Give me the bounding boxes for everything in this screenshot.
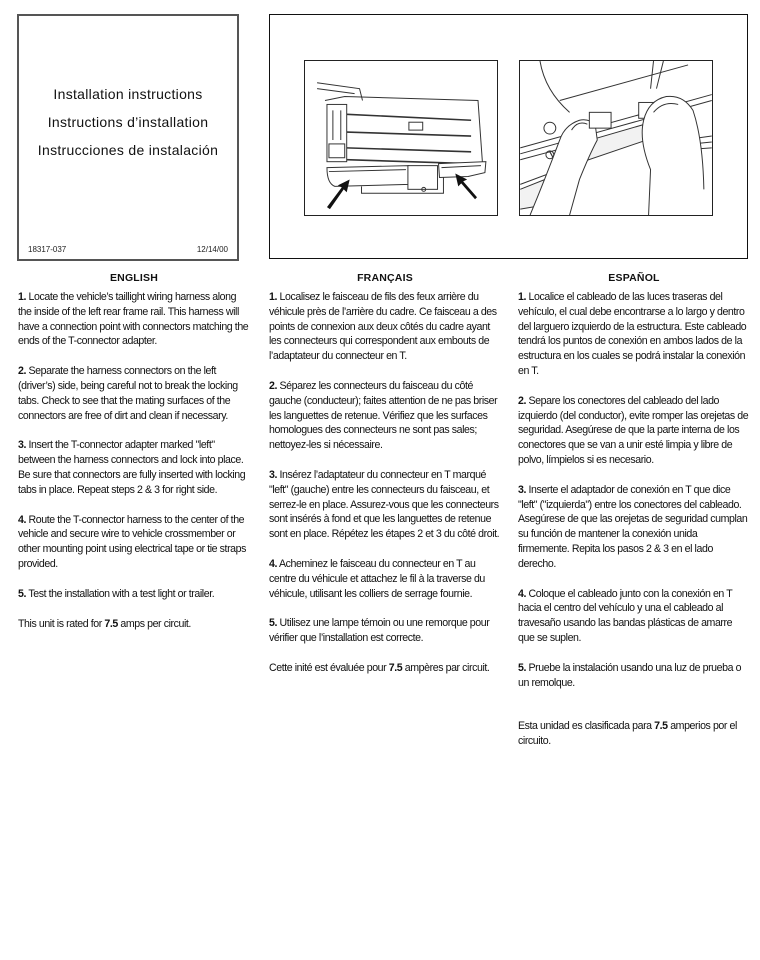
spanish-column (518, 272, 750, 760)
step-text: Acheminez le faisceau du connecteur en T au centre du véhicule et attachez le fil à la traverse du véhicule, utilisant les colliers de serrage fournie. (269, 557, 485, 600)
rating-value: 7.5 (388, 661, 403, 674)
step-text: Pruebe la instalación usando una luz de prueba o un remolque. (518, 661, 742, 689)
truck-rear-bumper-drawing (305, 61, 497, 215)
step-number: 3. (269, 468, 278, 481)
spanish-step-5 (518, 661, 751, 691)
step-number: 4. (18, 513, 27, 526)
french-rating (269, 661, 502, 676)
spanish-rating (518, 719, 751, 749)
rating-suffix: ampères par circuit. (402, 661, 490, 674)
french-heading: FRANÇAIS (357, 272, 413, 284)
step-number: 5. (269, 617, 278, 630)
step-text: Route the T-connector harness to the center of the vehicle and secure wire to vehicle crossmember or other mounting point using electrical tape or tie straps provided. (18, 513, 247, 570)
rating-prefix: Esta unidad es clasificada para (518, 720, 655, 733)
step-text: Localice el cableado de las luces traseras del vehículo, el cual debe encontrarse a lo largo y dentro del larguero izquierdo de la estructura. Este cableado tendrá los puntos de conexión en ambos lados de la estructura en los cuales se podrá instalar la conexión en T. (518, 291, 747, 377)
english-step-5 (18, 587, 251, 602)
spanish-step-4 (518, 587, 751, 646)
spanish-step-3 (518, 483, 751, 572)
document-code: 18317-037 (28, 245, 67, 254)
step-number: 3. (518, 483, 527, 496)
rating-value: 7.5 (104, 617, 118, 630)
french-column (269, 272, 501, 687)
french-step-1 (269, 290, 502, 364)
hands-connecting-drawing (520, 61, 712, 215)
step-text: Separe los conectores del cableado del lado izquierdo (del conductor), evite romper las orejetas de seguridad. Asegúrese de que la parte interna de los conectores que se van a unir esté limpia y libre de polvo, límpielos si es necesario. (518, 394, 749, 466)
rating-suffix: amperios por el circuito. (518, 720, 737, 748)
rating-prefix: Cette inité est évaluée pour (269, 661, 389, 674)
step-number: 2. (518, 394, 527, 407)
step-number: 5. (18, 587, 27, 600)
step-text: Test the installation with a test light or trailer. (26, 587, 215, 600)
spanish-step-2 (518, 394, 751, 468)
english-step-3 (18, 438, 251, 497)
step-text: Coloque el cableado junto con la conexión en T hacia el centro del vehículo y una el cableado al travesaño usando las bandas plásticas de amarre que se suplen. (518, 587, 733, 644)
french-step-4 (269, 557, 502, 601)
spanish-heading: ESPAÑOL (608, 272, 660, 284)
english-heading: ENGLISH (109, 272, 159, 284)
illustration-panel (269, 14, 748, 259)
step-text: Utilisez une lampe témoin ou une remorque pour vérifier que l’installation est correcte. (269, 617, 490, 645)
step-number: 1. (269, 291, 278, 303)
step-number: 4. (269, 557, 278, 570)
title-spanish: Instrucciones de instalación (37, 142, 219, 158)
french-step-2 (269, 379, 502, 453)
hands-connecting-illustration (519, 60, 713, 216)
document-date: 12/14/00 (196, 245, 228, 254)
step-number: 5. (518, 661, 527, 674)
step-number: 2. (269, 379, 278, 392)
english-step-2 (18, 364, 251, 423)
rating-suffix: amps per circuit. (117, 617, 191, 630)
step-text: Localisez le faisceau de fils des feux arrière du véhicule près de l’arrière du cadre. Ce faisceau a des points de connexion aux deux côtés du cadre ayant les connecteurs qui correspondent aux embouts de l’adaptateur du connecteur en T. (269, 291, 497, 363)
english-column (18, 272, 250, 643)
english-rating (18, 617, 251, 632)
step-text: Insert the T-connector adapter marked "left" between the harness connectors and lock into place. Be sure that connectors are fully inserted with locking tabs in place. Repeat steps 2 & 3 for right side. (18, 439, 246, 496)
step-number: 4. (518, 587, 527, 600)
step-number: 3. (18, 439, 27, 452)
rating-prefix: This unit is rated for (18, 617, 105, 630)
rating-value: 7.5 (654, 720, 668, 733)
step-text: Insérez l’adaptateur du connecteur en T marqué "left" (gauche) entre les connecteurs du faisceau, et serrez-le en place. Assurez-vous que les connecteurs sont insérés à fond et que les languettes de retenue sont en place. Répétez les étapes 2 et 3 du côté droit. (269, 468, 500, 541)
english-step-4 (18, 513, 251, 572)
step-number: 1. (18, 291, 27, 303)
spanish-step-1 (518, 290, 751, 379)
english-step-1 (18, 290, 251, 349)
rear-bumper-illustration (304, 60, 498, 216)
french-step-3 (269, 468, 502, 542)
step-number: 2. (18, 365, 27, 378)
title-french: Instructions d’installation (47, 114, 209, 130)
title-box (17, 14, 239, 261)
step-number: 1. (518, 291, 527, 303)
french-step-5 (269, 616, 502, 646)
step-text: Locate the vehicle’s taillight wiring harness along the inside of the left rear frame rail. This harness will have a connection point with connectors matching the ends of the T-connector adapter. (18, 291, 249, 348)
step-text: Inserte el adaptador de conexión en T que dice "left" ("izquierda") entre los conectores del cableado. Asegúrese de que las orejetas de seguridad cumplan su función de mantener la conexión unida firmemente. Repita los pasos 2 & 3 en el lado derecho. (518, 483, 748, 570)
title-english: Installation instructions (53, 86, 203, 102)
step-text: Séparez les connecteurs du faisceau du côté gauche (conducteur); faites attention de ne pas briser les languettes de retenue. Vérifiez que les surfaces homologues des connecteurs ne sont pas sales; nettoyez-les si nécessaire. (269, 379, 498, 452)
step-text: Separate the harness connectors on the left (driver’s) side, being careful not to break the locking tabs. Check to see that the mating surfaces of the connectors are free of dirt and clean if necessary. (18, 365, 238, 422)
title-lines (19, 80, 237, 164)
